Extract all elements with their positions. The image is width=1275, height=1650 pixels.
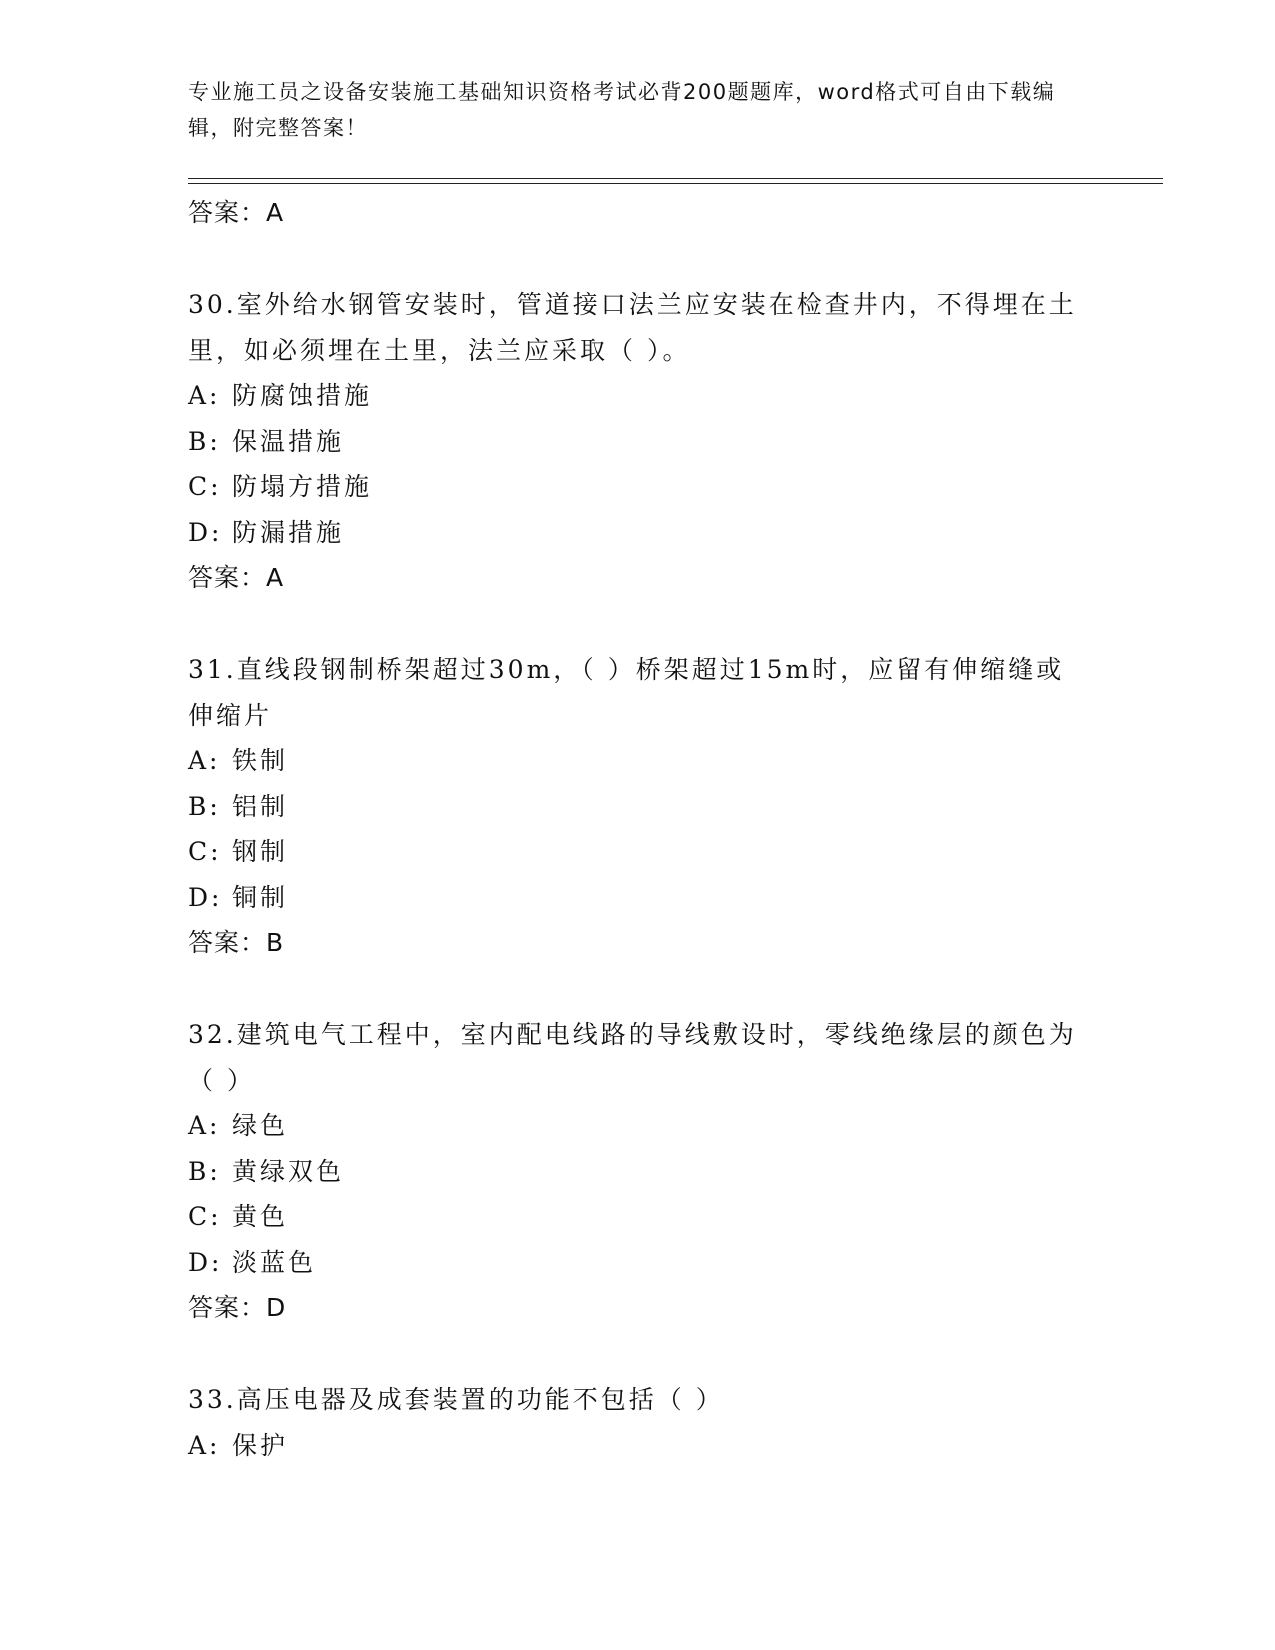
option-text: 黄绿双色	[232, 1156, 345, 1186]
answer-line: 答案：A	[188, 563, 285, 592]
header-rule-top	[188, 178, 1163, 179]
option-letter: A:	[188, 1111, 221, 1140]
option-letter: A:	[188, 746, 221, 775]
option-b	[188, 784, 1088, 830]
previous-answer: 答案：A	[188, 198, 285, 227]
option-a	[188, 738, 1088, 784]
option-letter: C:	[188, 472, 222, 501]
option-text: 保温措施	[232, 426, 345, 456]
option-text: 铝制	[232, 791, 289, 821]
option-a	[188, 1423, 1088, 1469]
option-text: 铁制	[232, 746, 289, 775]
option-letter: A:	[188, 381, 221, 410]
question-text: 33.高压电器及成套装置的功能不包括（ ）	[188, 1385, 724, 1414]
option-letter: B:	[188, 1156, 221, 1186]
option-text: 绿色	[232, 1111, 289, 1140]
option-d	[188, 875, 1088, 921]
option-text: 防漏措施	[232, 517, 345, 547]
option-letter: D:	[188, 517, 223, 547]
option-text: 钢制	[232, 837, 289, 866]
option-d	[188, 510, 1088, 556]
option-text: 防腐蚀措施	[232, 381, 373, 410]
option-b	[188, 419, 1088, 465]
question-block	[188, 282, 1088, 600]
page-header: 专业施工员之设备安装施工基础知识资格考试必背200题题库，word格式可自由下载编辑，附完整答案！	[188, 80, 1056, 140]
option-text: 防塌方措施	[232, 472, 373, 501]
question-list	[188, 190, 1088, 1468]
option-c	[188, 464, 1088, 510]
question-text: 30.室外给水钢管安装时，管道接口法兰应安装在检查井内，不得埋在土里，如必须埋在土里，法兰应采取（ ）。	[188, 290, 1077, 365]
answer-line: 答案：D	[188, 1293, 287, 1322]
option-d	[188, 1240, 1088, 1286]
option-b	[188, 1149, 1088, 1195]
option-letter: D:	[188, 882, 223, 912]
option-letter: D:	[188, 1247, 223, 1277]
option-letter: C:	[188, 837, 222, 866]
option-letter: B:	[188, 791, 221, 821]
option-text: 铜制	[232, 882, 289, 912]
option-c	[188, 829, 1088, 875]
question-text: 31.直线段钢制桥架超过30m，（ ）桥架超过15m时，应留有伸缩缝或伸缩片	[188, 655, 1065, 730]
option-a	[188, 373, 1088, 419]
option-letter: B:	[188, 426, 221, 456]
option-text: 淡蓝色	[232, 1247, 317, 1277]
question-block	[188, 1377, 1088, 1468]
question-block	[188, 647, 1088, 965]
question-text: 32.建筑电气工程中，室内配电线路的导线敷设时，零线绝缘层的颜色为（ ）	[188, 1020, 1077, 1095]
option-text: 黄色	[232, 1202, 289, 1231]
option-c	[188, 1194, 1088, 1240]
option-a	[188, 1103, 1088, 1149]
option-letter: C:	[188, 1202, 222, 1231]
option-text: 保护	[232, 1430, 289, 1460]
answer-line: 答案：B	[188, 928, 285, 957]
question-block	[188, 1012, 1088, 1330]
header-rule-bottom	[188, 183, 1163, 184]
option-letter: A:	[188, 1430, 221, 1460]
